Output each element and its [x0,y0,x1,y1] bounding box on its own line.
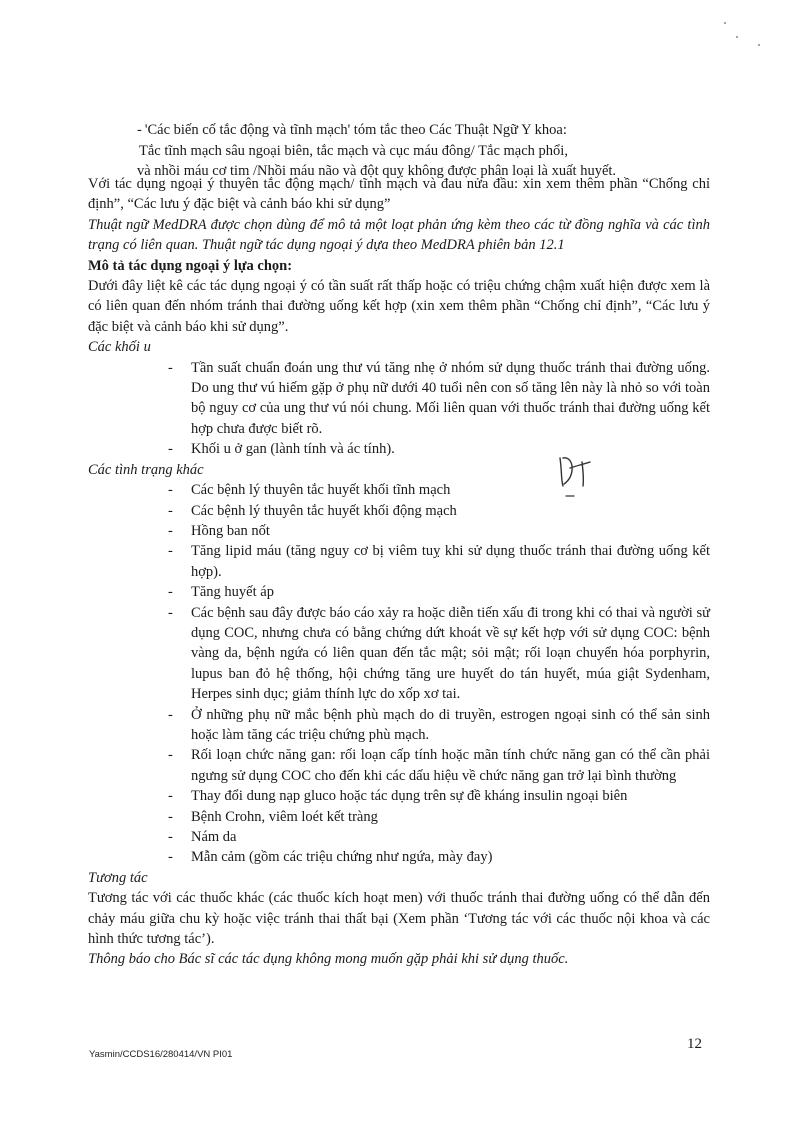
list-other-conditions [88,480,710,868]
list-item: - Hồng ban nốt [88,521,710,541]
bullet-dash: - [168,849,173,866]
handwritten-initials-mark [554,450,602,506]
closing-note: Thông báo cho Bác sĩ các tác dụng không mong muốn gặp phải khi sử dụng thuốc. [88,951,569,968]
list-item: - Tăng huyết áp [88,582,710,602]
paragraph-interactions: Tương tác với các thuốc khác (các thuốc kích hoạt men) với thuốc tránh thai đường uống có thể dẫn đến chảy máu giữa chu kỳ hoặc việc tránh thai thất bại (Xem phần ‘Tương tác với các thuốc nội khoa và các hình thức tương tác’). [88,890,710,948]
section-title-tumors: Các khối u [88,339,151,356]
bullet-dash: - [168,788,173,805]
list-item: - Các bệnh sau đây được báo cáo xảy ra hoặc diễn tiến xấu đi trong khi có thai và người sử dụng COC, nhưng chưa có bằng chứng dứt khoát về sự kết hợp với sử dụng COC: bệnh vàng da, bệnh ngứa có liên quan đến tắc mật; sỏi mật; rối loạn chuyển hóa porphyrin, lupus ban đỏ hệ thống, hội chứng tăng ure huyết do tán huyết, múa giật Sydenham, Herpes sinh dục; giảm thính lực do xốp xơ tai. [168,604,710,703]
bullet-dash: - [168,482,173,499]
intro-block [137,120,697,182]
bullet-dash: - [168,808,173,825]
bullet-dash: - [168,604,173,621]
bullet-dash: - [168,706,173,723]
list-item: - Tăng lipid máu (tăng nguy cơ bị viêm tuỵ khi sử dụng thuốc tránh thai đường uống kết hợp). [168,543,710,580]
scan-speck [736,36,738,38]
bullet-dash: - [168,502,173,519]
document-footer-code: Yasmin/CCDS16/280414/VN PI01 [89,1049,233,1060]
list-tumors [88,358,710,460]
bullet-dash: - [168,522,173,539]
list-item: - Mẫn cảm (gồm các triệu chứng như ngứa, mày đay) [88,847,710,867]
bullet-dash: - [168,584,173,601]
paragraph-contraindication-ref: Với tác dụng ngoại ý thuyên tắc động mạch/ tĩnh mạch và đau nửa đầu: xin xem thêm phần “Chống chỉ định”, “Các lưu ý đặc biệt và cảnh báo khi sử dụng” [88,176,710,213]
list-item: - Các bệnh lý thuyên tắc huyết khối tĩnh mạch [88,480,710,500]
bullet-dash: - [168,543,173,560]
intro-line-1: - 'Các biến cố tắc động và tĩnh mạch' tóm tắc theo Các Thuật Ngữ Y khoa: [137,122,567,138]
bullet-dash: - [168,747,173,764]
section-title-interactions: Tương tác [88,869,148,886]
section-title-other-conditions: Các tình trạng khác [88,461,204,478]
bullet-dash: - [137,122,142,138]
paragraph-selected-effects: Dưới đây liệt kê các tác dụng ngoại ý có tần suất rất thấp hoặc có triệu chứng chậm xuất hiện được xem là có liên quan đến nhóm tránh thai đường uống kết hợp (xin xem thêm phần “Chống chỉ định”, “Các lưu ý đặc biệt và cảnh báo khi sử dụng”. [88,278,710,335]
list-item: - Khối u ở gan (lành tính và ác tính). [88,439,710,459]
section-heading: Mô tả tác dụng ngoại ý lựa chọn: [88,257,293,274]
scan-speck [758,44,760,46]
list-item: - Nám da [88,827,710,847]
list-item: - Bệnh Crohn, viêm loét kết tràng [88,807,710,827]
list-item: - Thay đổi dung nạp gluco hoặc tác dụng trên sự đề kháng insulin ngoại biên [88,786,710,806]
bullet-dash: - [168,829,173,845]
list-item: - Ở những phụ nữ mắc bệnh phù mạch do di truyền, estrogen ngoại sinh có thể sản sinh hoặc làm tăng các triệu chứng phù mạch. [168,706,710,743]
list-item: - Các bệnh lý thuyên tắc huyết khối động mạch [88,501,710,521]
scan-speck [724,22,726,24]
list-item: - Tần suất chuẩn đoán ung thư vú tăng nhẹ ở nhóm sử dụng thuốc tránh thai đường uống. Do ung thư vú hiếm gặp ở phụ nữ dưới 40 tuổi nên con số tăng lên này là nhỏ so với toàn bộ nguy cơ của ung thư vú nói chung. Mối liên quan với thuốc tránh thai đường uống kết hợp chưa được biết rõ. [168,359,710,437]
document-body [88,174,710,970]
list-item: - Rối loạn chức năng gan: rối loạn cấp tính hoặc mãn tính chức năng gan có thể cần phải ngưng sử dụng COC cho đến khi các dấu hiệu về chức năng gan trở lại bình thường [168,747,710,784]
page-number: 12 [687,1036,702,1052]
bullet-dash: - [168,359,173,376]
paragraph-meddra-note: Thuật ngữ MedDRA được chọn dùng để mô tả một loạt phản ứng kèm theo các từ đồng nghĩa và các tình trạng có liên quan. Thuật ngữ tác dụng ngoại ý dựa theo MedDRA phiên bản 12.1 [88,216,710,254]
intro-line-2: Tắc tĩnh mạch sâu ngoại biên, tắc mạch và cục máu đông/ Tắc mạch phổi, [139,142,568,159]
intro-line-3: và nhồi máu cơ tim /Nhồi máu não và đột quỵ không được phân loại là xuất huyết. [137,163,617,179]
bullet-dash: - [168,441,173,458]
